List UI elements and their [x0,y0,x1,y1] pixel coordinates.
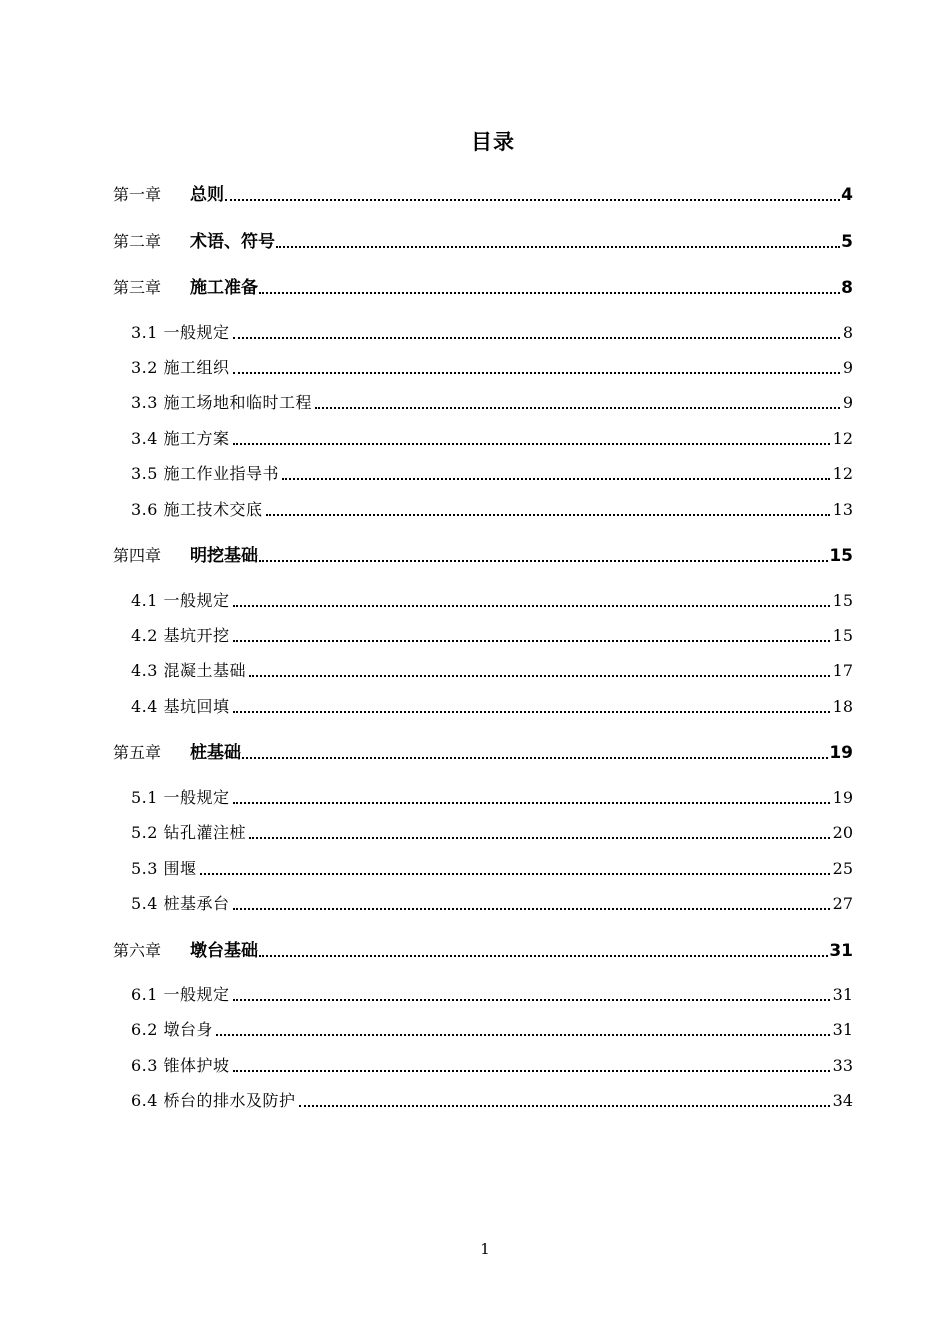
toc-section-row[interactable] [131,785,853,808]
section-page-number: 9 [842,358,853,377]
section-label: 6.2 墩台身 [131,1020,214,1039]
chapter-page-number: 8 [841,278,853,298]
dot-leader [200,873,830,875]
dot-leader [299,1105,830,1107]
dot-leader [233,802,830,804]
dot-leader [233,443,830,445]
toc-chapter-row[interactable] [113,273,853,298]
toc-section-row[interactable] [131,982,853,1005]
toc-chapter-row[interactable] [113,738,853,763]
section-label: 5.3 围堰 [131,859,197,878]
toc-section-row[interactable] [131,820,853,843]
chapter-page-number: 19 [829,743,853,763]
toc-title: 目录 [471,130,515,154]
dot-leader [259,560,828,562]
dot-leader [249,675,830,677]
section-page-number: 12 [832,464,853,483]
dot-leader [242,757,828,759]
section-page-number: 20 [832,823,853,842]
section-page-number: 27 [832,894,853,913]
dot-leader [259,292,840,294]
section-label: 4.1 一般规定 [131,591,230,610]
section-page-number: 8 [842,323,853,342]
section-page-number: 15 [832,626,853,645]
dot-leader [315,407,840,409]
section-label: 6.4 桥台的排水及防护 [131,1091,296,1110]
toc-section-row[interactable] [131,355,853,378]
dot-leader [216,1034,830,1036]
toc-section-row[interactable] [131,320,853,343]
section-label: 5.2 钻孔灌注桩 [131,823,247,842]
section-page-number: 18 [832,697,853,716]
section-page-number: 13 [832,500,853,519]
chapter-title: 施工准备 [190,278,258,298]
toc-chapter-row[interactable] [113,227,853,252]
dot-leader [233,908,830,910]
section-label: 4.4 基坑回填 [131,697,230,716]
chapter-number: 第三章 [113,278,162,297]
section-page-number: 17 [832,661,853,680]
chapter-title: 术语、符号 [190,232,275,252]
dot-leader [266,514,830,516]
toc-section-row[interactable] [131,623,853,646]
toc-chapter-row[interactable] [113,936,853,961]
toc-section-row[interactable] [131,1088,853,1111]
dot-leader [233,1070,830,1072]
chapter-title: 桩基础 [190,743,241,763]
toc-chapter-row[interactable] [113,541,853,566]
dot-leader [233,337,840,339]
chapter-number: 第四章 [113,546,162,565]
section-page-number: 31 [832,1020,853,1039]
dot-leader [233,711,830,713]
section-label: 3.4 施工方案 [131,429,230,448]
chapter-page-number: 15 [829,546,853,566]
dot-leader [233,372,840,374]
toc-section-row[interactable] [131,658,853,681]
section-label: 5.4 桩基承台 [131,894,230,913]
toc-section-row[interactable] [131,461,853,484]
dot-leader [259,955,828,957]
toc-section-row[interactable] [131,390,853,413]
section-page-number: 15 [832,591,853,610]
section-page-number: 34 [832,1091,853,1110]
chapter-page-number: 5 [841,232,853,252]
chapter-number: 第一章 [113,185,162,204]
dot-leader [233,999,830,1001]
toc-section-row[interactable] [131,1053,853,1076]
section-label: 6.3 锥体护坡 [131,1056,230,1075]
section-page-number: 31 [832,985,853,1004]
toc-section-row[interactable] [131,497,853,520]
toc-section-row[interactable] [131,891,853,914]
section-label: 5.1 一般规定 [131,788,230,807]
section-label: 3.5 施工作业指导书 [131,464,280,483]
toc-section-row[interactable] [131,694,853,717]
section-page-number: 9 [842,393,853,412]
dot-leader [233,605,830,607]
toc-section-row[interactable] [131,856,853,879]
chapter-number: 第六章 [113,941,162,960]
section-page-number: 19 [832,788,853,807]
page-number-footer: 1 [480,1240,490,1258]
dot-leader [282,478,830,480]
dot-leader [225,199,840,201]
chapter-page-number: 4 [841,185,853,205]
dot-leader [249,837,830,839]
chapter-page-number: 31 [829,941,853,961]
section-label: 3.1 一般规定 [131,323,230,342]
section-label: 3.6 施工技术交底 [131,500,263,519]
chapter-title: 总则 [190,185,224,205]
section-label: 3.2 施工组织 [131,358,230,377]
toc-chapter-row[interactable] [113,180,853,205]
section-label: 4.3 混凝土基础 [131,661,247,680]
dot-leader [276,246,840,248]
dot-leader [233,640,830,642]
section-label: 3.3 施工场地和临时工程 [131,393,313,412]
chapter-title: 明挖基础 [190,546,258,566]
chapter-number: 第二章 [113,232,162,251]
section-label: 6.1 一般规定 [131,985,230,1004]
chapter-title: 墩台基础 [190,941,258,961]
chapter-number: 第五章 [113,743,162,762]
section-page-number: 25 [832,859,853,878]
section-page-number: 33 [832,1056,853,1075]
section-label: 4.2 基坑开挖 [131,626,230,645]
section-page-number: 12 [832,429,853,448]
toc-section-row[interactable] [131,1017,853,1040]
toc-section-row[interactable] [131,588,853,611]
toc-section-row[interactable] [131,426,853,449]
